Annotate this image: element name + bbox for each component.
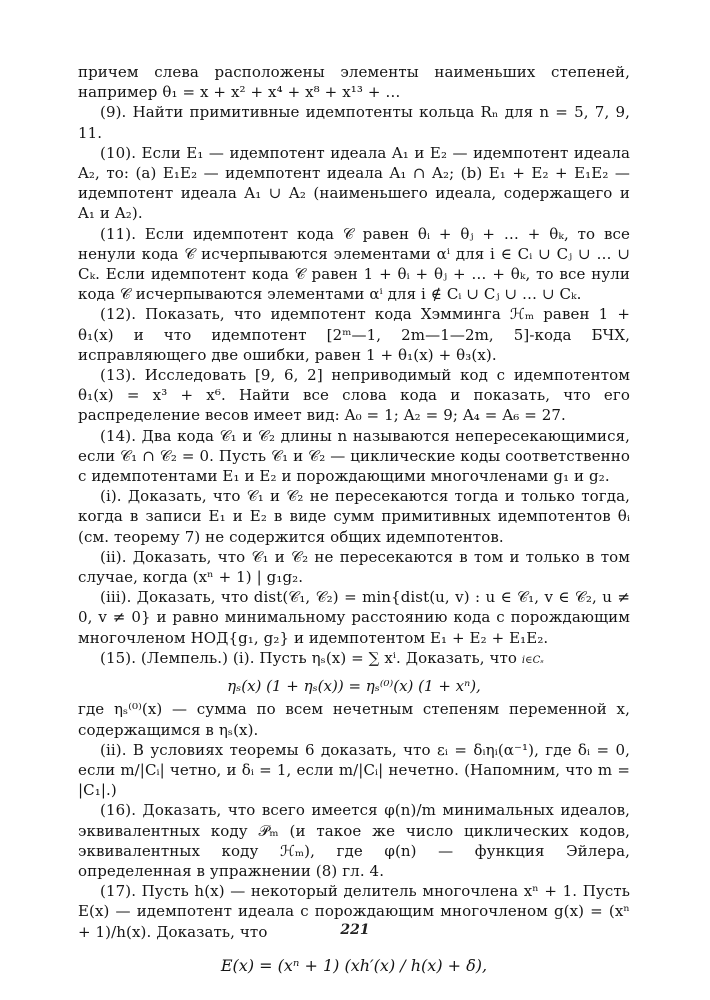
formula-eta: ηₛ(x) (1 + ηₛ(x)) = ηₛ⁽⁰⁾(x) (1 + xⁿ),: [227, 677, 481, 696]
exercise-16: (16). Доказать, что всего имеется φ(n)/m минимальных идеалов, эквивалентных коду 𝒫ₘ (и такое же число циклических кодов, эквивалентных коду ℋₘ), где φ(n) — функция Эйлера, определенная в упражнении (8) гл. 4.: [78, 801, 630, 880]
exercise-15-text: (15). (Лемпель.) (i). Пусть ηₛ(x) = ∑ xⁱ. Доказать, что: [100, 648, 517, 667]
exercise-10: (10). Если E₁ — идемпотент идеала A₁ и E₂ — идемпотент идеала A₂, то: (a) E₁E₂ — идемпотент идеала A₁ ∩ A₂; (b) E₁ + E₂ + E₁E₂ — идемпотент идеала A₁ ∪ A₂ (наименьшего идеала, содержащего и A₁ и A₂).: [78, 143, 630, 223]
exercise-14-ii: (ii). Доказать, что 𝒞₁ и 𝒞₂ не пересекаются в том и только в том случае, когда (xⁿ + 1) | g₁g₂.: [78, 547, 630, 587]
exercise-15-ii: (ii). В условиях теоремы 6 доказать, что εᵢ = δᵢηᵢ(α⁻¹), где δᵢ = 0, если m/|Cᵢ| четно, и δᵢ = 1, если m/|Cᵢ| нечетно. (Напомним, что m = |C₁|.): [78, 740, 630, 800]
exercise-11: (11). Если идемпотент кода 𝒞 равен θᵢ + θⱼ + … + θₖ, то все ненули кода 𝒞 исчерпываются элементами αⁱ для i ∈ Cᵢ ∪ Cⱼ ∪ … ∪ Cₖ. Если идемпотент кода 𝒞 равен 1 + θᵢ + θⱼ + … + θₖ, то все нули кода 𝒞 исчерпываются элементами αⁱ для i ∉ Cᵢ ∪ Cⱼ ∪ … ∪ Cₖ.: [78, 224, 630, 304]
exercise-12: (12). Показать, что идемпотент кода Хэмминга ℋₘ равен 1 + θ₁(x) и что идемпотент [2ᵐ—1, 2m—1—2m, 5]-кода БЧХ, исправляющего две ошибки, равен 1 + θ₁(x) + θ₃(x).: [78, 305, 630, 364]
page-text: [78, 62, 630, 976]
exercise-15: [78, 648, 630, 671]
exercise-13: (13). Исследовать [9, 6, 2] неприводимый код с идемпотентом θ₁(x) = x³ + x⁶. Найти все слова кода и показать, что его распределение весов имеет вид: A₀ = 1; A₂ = 9; A₄ = A₆ = 27.: [78, 366, 630, 425]
exercise-14-iii: (iii). Доказать, что dist(𝒞₁, 𝒞₂) = min{dist(u, v) : u ∈ 𝒞₁, v ∈ 𝒞₂, u ≠ 0, v ≠ 0} и равно минимальному расстоянию кода с порождающим многочленом НОД{g₁, g₂} и идемпотентом E₁ + E₂ + E₁E₂.: [78, 588, 630, 647]
paragraph-continuation: причем слева расположены элементы наименьших степеней, например θ₁ = x + x² + x⁴ + x⁸ + x¹³ + …: [78, 63, 630, 102]
exercise-15-continuation: где ηₛ⁽⁰⁾(x) — сумма по всем нечетным степеням переменной x, содержащимся в ηₛ(x).: [78, 700, 630, 739]
exercise-9: (9). Найти примитивные идемпотенты кольца Rₙ для n = 5, 7, 9, 11.: [78, 103, 630, 142]
page-number: 221: [340, 922, 370, 938]
exercise-14-i: (i). Доказать, что 𝒞₁ и 𝒞₂ не пересекаются тогда и только тогда, когда в записи E₁ и E₂ в виде сумм примитивных идемпотентов θᵢ (см. теорему 7) не содержится общих идемпотентов.: [78, 487, 630, 546]
exercise-17: (17). Пусть h(x) — некоторый делитель многочлена xⁿ + 1. Пусть E(x) — идемпотент идеала с порождающим многочленом g(x) = (xⁿ + 1)/h(x). Доказать, что: [78, 882, 630, 941]
exercise-14: (14). Два кода 𝒞₁ и 𝒞₂ длины n называются непересекающимися, если 𝒞₁ ∩ 𝒞₂ = 0. Пусть 𝒞₁ и 𝒞₂ — циклические коды соответственно с идемпотентами E₁ и E₂ и порождающими многочленами g₁ и g₂.: [78, 426, 630, 486]
sum-subscript: i∈Cₛ: [521, 654, 544, 666]
formula-idempotent: E(x) = (xⁿ + 1) (xh′(x) / h(x) + δ),: [220, 955, 488, 975]
